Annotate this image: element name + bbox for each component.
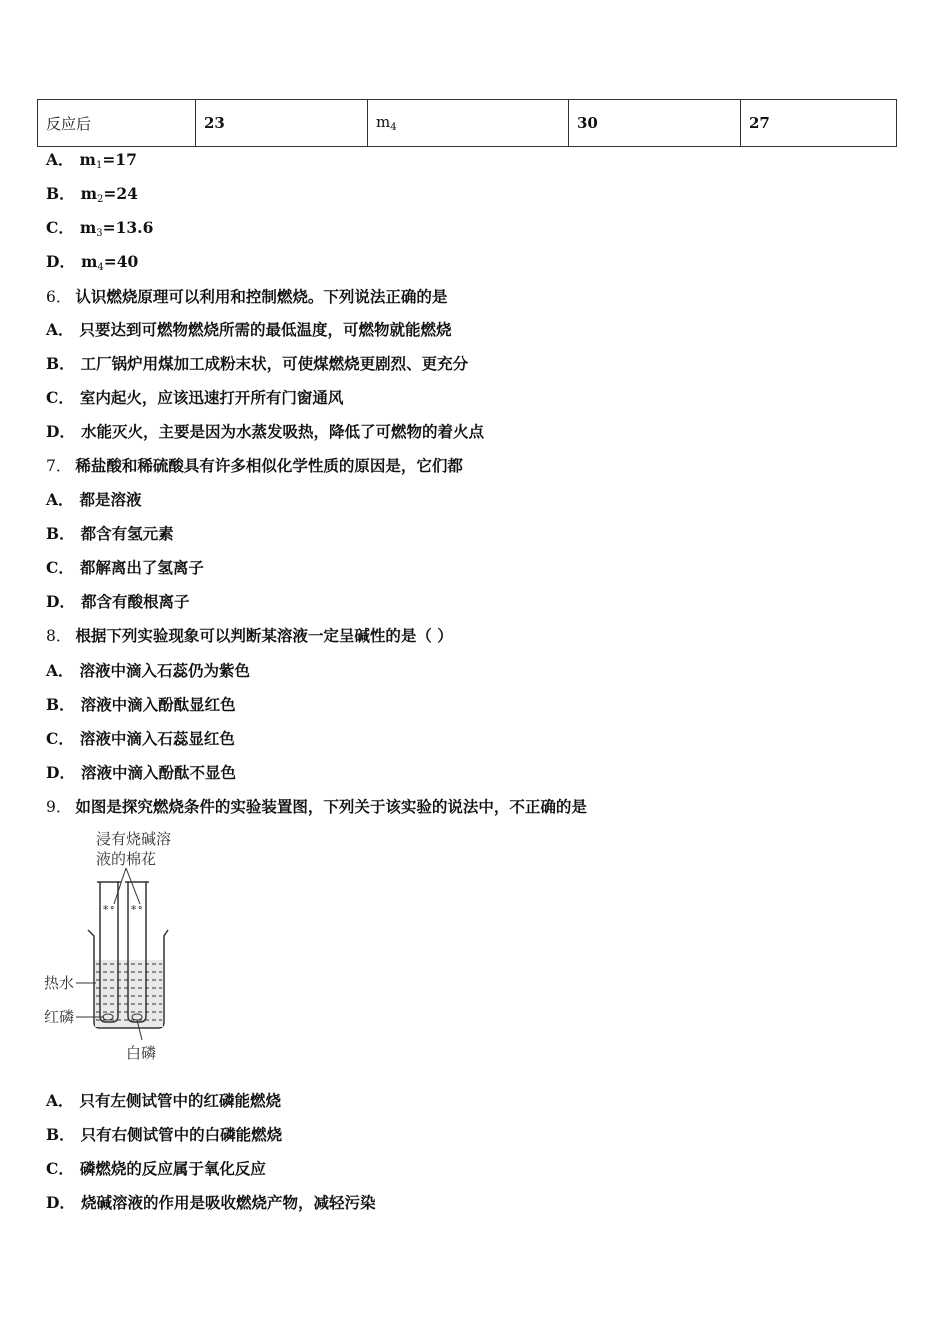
q8-stem: 8． 根据下列实验现象可以判断某溶液一定呈碱性的是（ ）	[46, 626, 453, 645]
m-symbol: m	[376, 113, 391, 131]
q9-option-b[interactable]: B． 只有右侧试管中的白磷能燃烧	[46, 1125, 283, 1144]
option-label: D．	[46, 252, 75, 271]
q7-option-d[interactable]: D． 都含有酸根离子	[46, 592, 190, 611]
cotton-left-icon: ∗∘	[102, 901, 115, 914]
q9-option-c[interactable]: C． 磷燃烧的反应属于氧化反应	[46, 1159, 266, 1178]
q5-option-c[interactable]: C． $m_3=13.6$	[46, 218, 154, 239]
m-subscript: 4	[390, 122, 397, 133]
label-red-phosphorus: 红磷	[44, 1008, 75, 1026]
q9-option-d[interactable]: D． 烧碱溶液的作用是吸收燃烧产物，减轻污染	[46, 1193, 376, 1212]
table-cell: 27	[741, 100, 897, 147]
option-label: C．	[46, 218, 74, 237]
table-cell-row-label: 反应后	[38, 100, 196, 147]
q5-option-a[interactable]: A． $m_1=17$	[46, 150, 137, 171]
table-row	[38, 100, 897, 147]
pointer-line	[114, 868, 126, 904]
q8-option-d[interactable]: D． 溶液中滴入酚酞不显色	[46, 763, 236, 782]
cotton-right-icon: ∗∘	[130, 901, 143, 914]
data-table	[37, 99, 897, 147]
combustion-apparatus-diagram	[42, 826, 202, 1066]
q5-option-b[interactable]: B． $m_2=24$	[46, 184, 138, 205]
table-cell: 30	[569, 100, 741, 147]
q8-option-b[interactable]: B． 溶液中滴入酚酞显红色	[46, 695, 236, 714]
label-white-phosphorus: 白磷	[126, 1044, 157, 1062]
q5-option-d[interactable]: D． $m_4=40$	[46, 252, 139, 273]
q7-option-c[interactable]: C． 都解离出了氢离子	[46, 558, 204, 577]
q7-stem: 7． 稀盐酸和稀硫酸具有许多相似化学性质的原因是，它们都	[46, 456, 463, 475]
table-cell: 23	[196, 100, 368, 147]
q6-option-d[interactable]: D． 水能灭火，主要是因为水蒸发吸热，降低了可燃物的着火点	[46, 422, 484, 441]
label-cotton-line1: 浸有烧碱溶	[96, 830, 172, 848]
q6-option-c[interactable]: C． 室内起火，应该迅速打开所有门窗通风	[46, 388, 344, 407]
q6-option-b[interactable]: B． 工厂锅炉用煤加工成粉末状，可使煤燃烧更剧烈、更充分	[46, 354, 469, 373]
q6-stem: 6． 认识燃烧原理可以利用和控制燃烧。下列说法正确的是	[46, 287, 448, 306]
table-cell-m4	[368, 100, 569, 147]
q8-option-a[interactable]: A． 溶液中滴入石蕊仍为紫色	[46, 661, 251, 680]
option-label: A．	[46, 150, 74, 169]
q9-option-a[interactable]: A． 只有左侧试管中的红磷能燃烧	[46, 1091, 282, 1110]
label-hot-water: 热水	[44, 974, 75, 992]
label-cotton-line2: 液的棉花	[96, 850, 157, 868]
q6-option-a[interactable]: A． 只要达到可燃物燃烧所需的最低温度，可燃物就能燃烧	[46, 320, 452, 339]
q7-option-a[interactable]: A． 都是溶液	[46, 490, 142, 509]
option-label: B．	[46, 184, 75, 203]
q8-option-c[interactable]: C． 溶液中滴入石蕊显红色	[46, 729, 235, 748]
q9-stem: 9． 如图是探究燃烧条件的实验装置图，下列关于该实验的说法中，不正确的是	[46, 797, 587, 816]
hot-water-fill	[95, 960, 163, 1027]
q7-option-b[interactable]: B． 都含有氢元素	[46, 524, 174, 543]
